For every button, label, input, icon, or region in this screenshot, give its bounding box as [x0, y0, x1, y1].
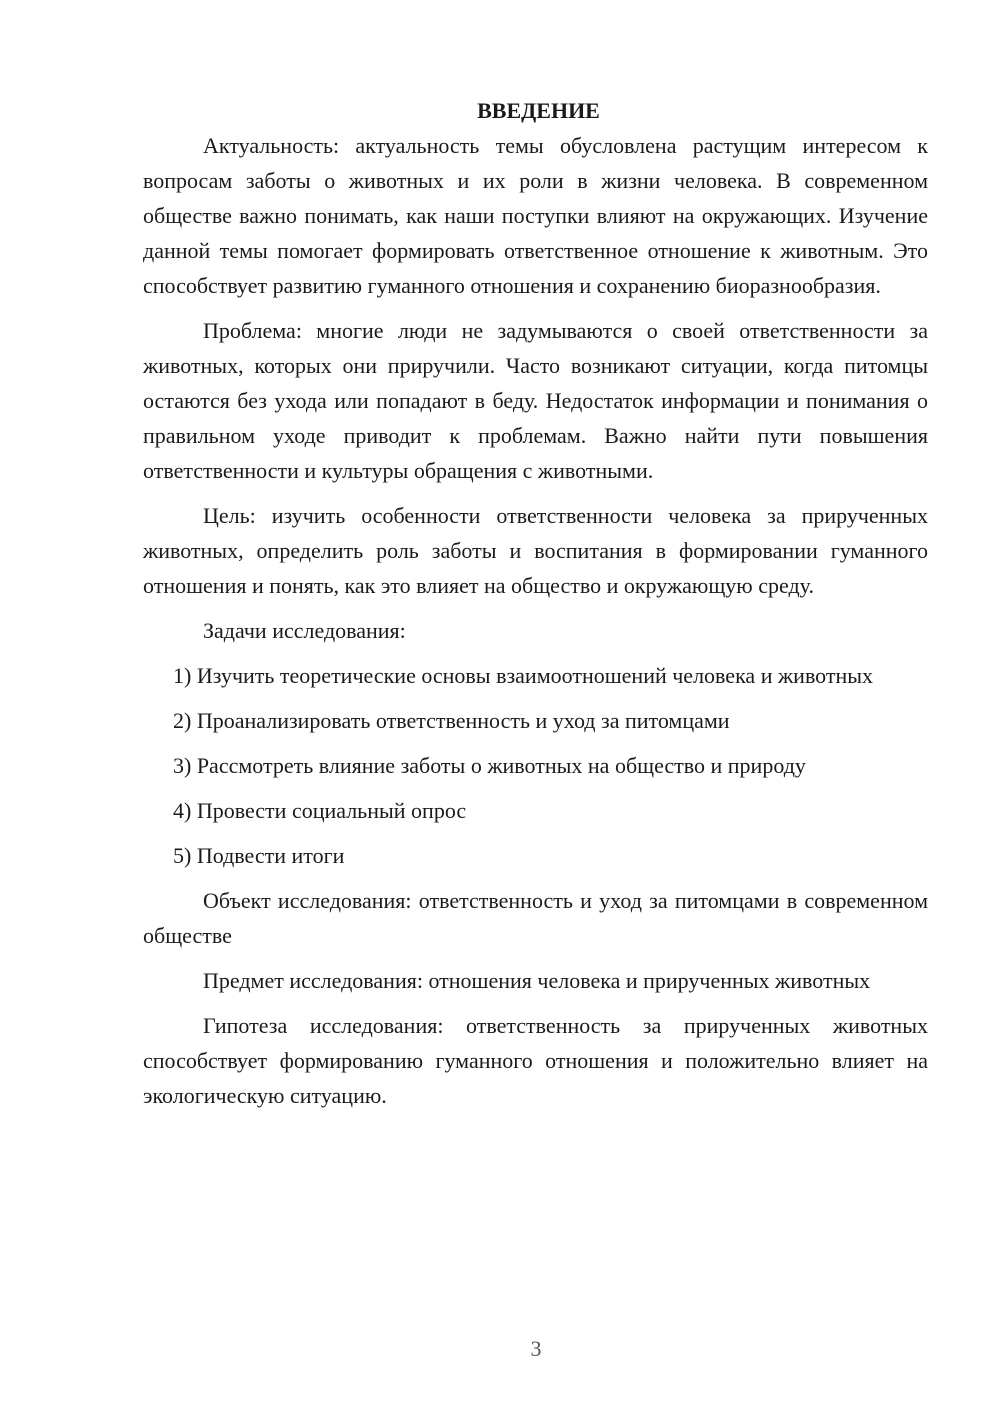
hypothesis-paragraph: Гипотеза исследования: ответственность за прирученных животных способствует формированию гуманного отношения и положительно влияет на экологическую ситуацию. — [143, 1013, 928, 1108]
relevance-paragraph: Актуальность: актуальность темы обусловлена растущим интересом к вопросам заботы о животных и их роли в жизни человека. В современном обществе важно понимать, как наши поступки влияют на окружающих. Изучение данной темы помогает формировать ответственное отношение к животным. Это способствует развитию гуманного отношения и сохранению биоразнообразия. — [143, 133, 928, 298]
problem-paragraph: Проблема: многие люди не задумываются о своей ответственности за животных, которых они приручили. Часто возникают ситуации, когда питомцы остаются без ухода или попадают в беду. Недостаток информации и понимания о правильном уходе приводит к проблемам. Важно найти пути повышения ответственности и культуры обращения с животными. — [143, 318, 928, 483]
task-item: 3) Рассмотреть влияние заботы о животных на общество и природу — [173, 753, 806, 778]
task-item: 5) Подвести итоги — [173, 843, 345, 868]
task-item: 1) Изучить теоретические основы взаимоотношений человека и животных — [173, 663, 874, 688]
goal-paragraph: Цель: изучить особенности ответственности человека за прирученных животных, определить роль заботы и воспитания в формировании гуманного отношения и понять, как это влияет на общество и окружающую среду. — [143, 503, 928, 598]
tasks-heading: Задачи исследования: — [203, 618, 406, 643]
page-title: ВВЕДЕНИЕ — [477, 98, 600, 123]
page-content — [143, 93, 928, 1113]
task-item: 4) Провести социальный опрос — [173, 798, 467, 823]
page-number: 3 — [530, 1336, 542, 1361]
subject-paragraph: Предмет исследования: отношения человека и прирученных животных — [203, 968, 871, 993]
object-paragraph: Объект исследования: ответственность и уход за питомцами в современном обществе — [143, 888, 928, 948]
task-item: 2) Проанализировать ответственность и уход за питомцами — [173, 708, 730, 733]
